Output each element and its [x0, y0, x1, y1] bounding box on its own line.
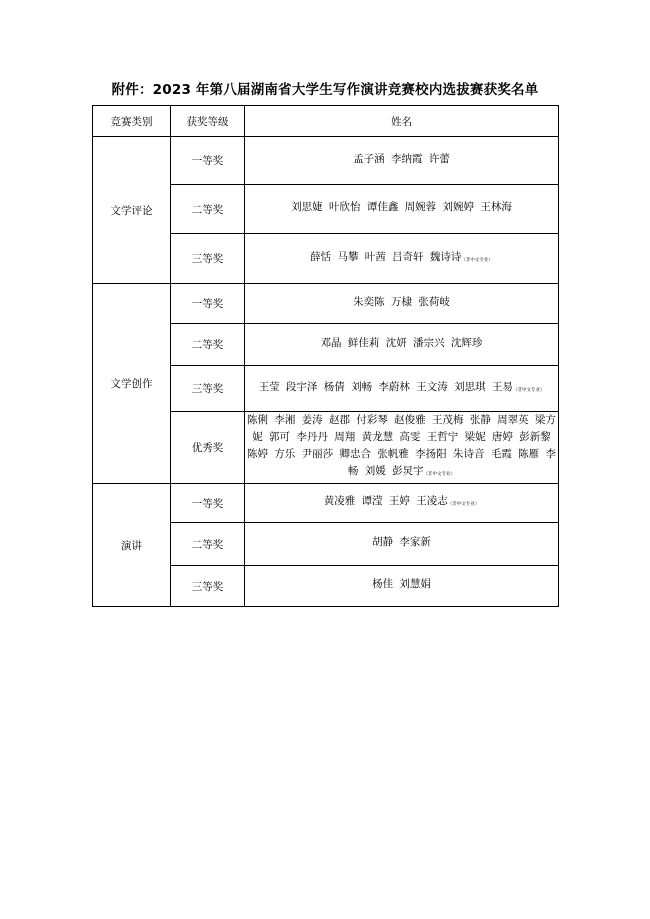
names-text: 朱奕陈 万棣 张荷岐 [353, 295, 450, 308]
level-cell: 一等奖 [171, 284, 245, 324]
category-cell-literary-criticism: 文学评论 [93, 137, 171, 284]
level-cell: 三等奖 [171, 366, 245, 412]
award-table [92, 105, 559, 607]
names-text: 黄凌雅 谭滢 王婷 王凌志 [323, 495, 448, 507]
names-cell [245, 366, 559, 412]
level-cell: 二等奖 [171, 185, 245, 234]
header-category: 竞赛类别 [93, 106, 171, 137]
table-row [93, 484, 559, 523]
category-cell-speech: 演讲 [93, 484, 171, 607]
names-cell [245, 566, 559, 607]
level-cell: 三等奖 [171, 566, 245, 607]
names-text: 陈俐 李湘 姜涛 赵郡 付彩琴 赵俊雅 王茂梅 张静 周翠英 梁方妮 郭可 李丹丹 周翔 黄龙慧 高雯 王哲宁 梁妮 唐婷 彭新黎 陈婷 方乐 尹丽莎 卿忠合 张帆雅 李扬阳 朱诗音 毛霞 陈雁 李畅 刘媛 彭炅宇 [246, 414, 557, 477]
level-cell: 一等奖 [171, 484, 245, 523]
names-cell [245, 284, 559, 324]
note-text: （非中文专业） [423, 472, 456, 477]
table-row [93, 137, 559, 185]
names-text: 杨佳 刘慧娟 [372, 578, 431, 590]
names-text: 邓晶 鲜佳莉 沈妍 潘宗兴 沈辉珍 [320, 336, 483, 349]
note-text: （非中文专业） [461, 257, 493, 263]
header-names: 姓名 [245, 106, 559, 137]
note-text: （非中文专业） [512, 387, 545, 393]
names-cell [245, 412, 559, 484]
table-header-row [93, 106, 559, 137]
level-cell: 二等奖 [171, 523, 245, 566]
names-cell [245, 185, 559, 234]
names-cell [245, 523, 559, 566]
names-cell [245, 484, 559, 523]
table-row [93, 284, 559, 324]
document-title: 附件：2023 年第八届湖南省大学生写作演讲竞赛校内选拔赛获奖名单 [111, 82, 539, 98]
names-text: 薛恬 马攀 叶茜 吕奇轩 魏诗诗 [310, 250, 462, 263]
level-cell: 优秀奖 [171, 412, 245, 484]
names-text: 刘思婕 叶欣怡 谭佳鑫 周婉蓉 刘婉婷 王林海 [291, 201, 512, 213]
names-text: 王莹 段宇泽 杨倩 刘畅 李蔚林 王文涛 刘思琪 王易 [258, 380, 513, 393]
names-cell [245, 234, 559, 284]
names-text: 孟子涵 李纳霞 许蕾 [353, 152, 450, 165]
level-cell: 一等奖 [171, 137, 245, 185]
header-level: 获奖等级 [171, 106, 245, 137]
names-cell [245, 137, 559, 185]
names-text: 胡静 李家新 [372, 536, 431, 548]
level-cell: 三等奖 [171, 234, 245, 284]
note-text: （非中文专业） [447, 502, 480, 507]
names-cell [245, 324, 559, 366]
level-cell: 二等奖 [171, 324, 245, 366]
category-cell-literary-creation: 文学创作 [93, 284, 171, 484]
